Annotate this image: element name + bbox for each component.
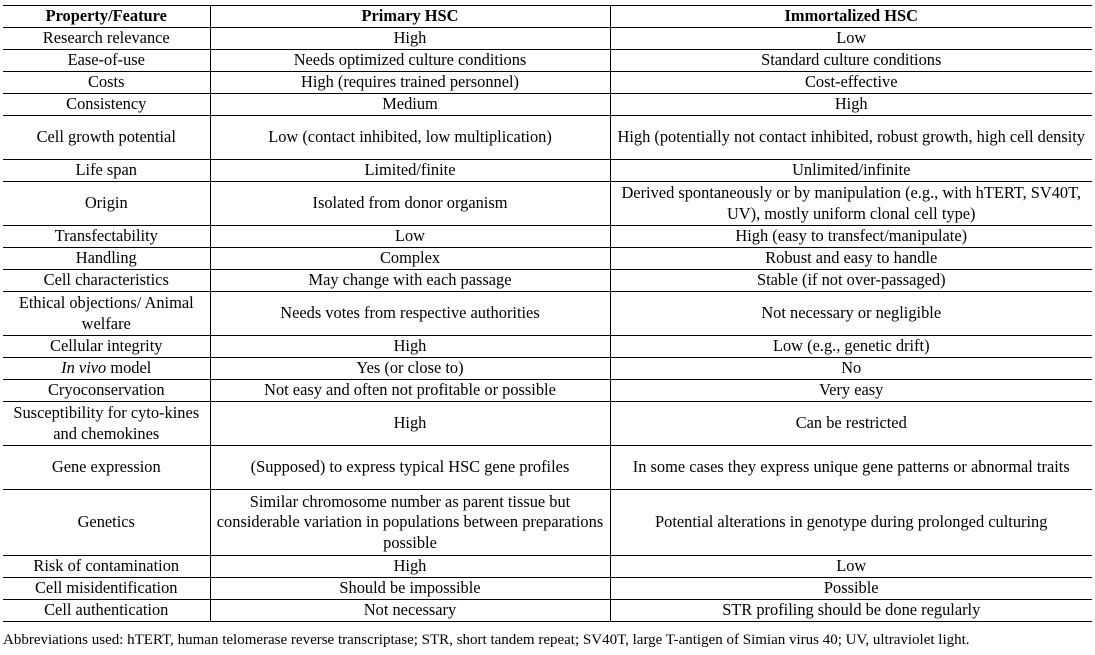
immortalized-hsc-cell: Very easy [610,380,1092,402]
immortalized-hsc-cell: Standard culture conditions [610,50,1092,72]
primary-hsc-cell: Should be impossible [210,578,610,600]
primary-hsc-cell: Not easy and often not profitable or possible [210,380,610,402]
property-cell: Origin [3,182,210,226]
property-cell: Handling [3,248,210,270]
property-cell: Cell misidentification [3,578,210,600]
table-row [3,446,1092,490]
immortalized-hsc-cell: No [610,358,1092,380]
cell-text: model [106,358,152,378]
italic-term: In vivo [61,358,107,378]
property-cell: Cell growth potential [3,116,210,160]
table-body [3,28,1092,622]
table-row [3,226,1092,248]
table-row [3,556,1092,578]
primary-hsc-cell: Needs optimized culture conditions [210,50,610,72]
immortalized-hsc-cell: Robust and easy to handle [610,248,1092,270]
immortalized-hsc-cell: High [610,94,1092,116]
table-row [3,270,1092,292]
property-cell: Risk of contamination [3,556,210,578]
property-cell: Transfectability [3,226,210,248]
property-cell: Consistency [3,94,210,116]
property-cell: Cellular integrity [3,336,210,358]
immortalized-hsc-cell: Low [610,556,1092,578]
property-cell: Costs [3,72,210,94]
table-header [3,6,1092,28]
table-row [3,182,1092,226]
primary-hsc-cell: Medium [210,94,610,116]
property-cell: Life span [3,160,210,182]
immortalized-hsc-cell: Not necessary or negligible [610,292,1092,336]
abbreviations-footnote: Abbreviations used: hTERT, human telomerase reverse transcriptase; STR, short tandem repeat; SV40T, large T-antigen of Simian virus 40; UV, ultraviolet light. [3,632,970,648]
table-row [3,248,1092,270]
primary-hsc-cell: May change with each passage [210,270,610,292]
immortalized-hsc-cell: Potential alterations in genotype during prolonged culturing [610,490,1092,556]
primary-hsc-cell: High [210,402,610,446]
primary-hsc-cell: High [210,28,610,50]
immortalized-hsc-cell: High (easy to transfect/manipulate) [610,226,1092,248]
property-cell: Cryoconservation [3,380,210,402]
immortalized-hsc-cell: Low [610,28,1092,50]
table-row [3,358,1092,380]
primary-hsc-cell: High [210,336,610,358]
immortalized-hsc-cell: Unlimited/infinite [610,160,1092,182]
primary-hsc-cell: High (requires trained personnel) [210,72,610,94]
table-row [3,402,1092,446]
header-row [3,6,1092,28]
property-cell: Gene expression [3,446,210,490]
header-immortalized-hsc: Immortalized HSC [610,6,1092,28]
table-row [3,116,1092,160]
primary-hsc-cell: Similar chromosome number as parent tissue but considerable variation in populations between preparations possible [210,490,610,556]
primary-hsc-cell: Yes (or close to) [210,358,610,380]
immortalized-hsc-cell: Low (e.g., genetic drift) [610,336,1092,358]
property-cell: Susceptibility for cyto-kines and chemokines [3,402,210,446]
primary-hsc-cell: Low [210,226,610,248]
primary-hsc-cell: Limited/finite [210,160,610,182]
immortalized-hsc-cell: Stable (if not over-passaged) [610,270,1092,292]
primary-hsc-cell: (Supposed) to express typical HSC gene profiles [210,446,610,490]
comparison-table [3,5,1092,622]
immortalized-hsc-cell: High (potentially not contact inhibited, robust growth, high cell density [610,116,1092,160]
property-cell: Cell characteristics [3,270,210,292]
primary-hsc-cell: Low (contact inhibited, low multiplication) [210,116,610,160]
table-row [3,72,1092,94]
primary-hsc-cell: Needs votes from respective authorities [210,292,610,336]
table-row [3,50,1092,72]
property-cell: Cell authentication [3,600,210,622]
immortalized-hsc-cell: Possible [610,578,1092,600]
header-primary-hsc: Primary HSC [210,6,610,28]
property-cell: Ease-of-use [3,50,210,72]
table-row [3,578,1092,600]
table-row [3,380,1092,402]
property-cell: Research relevance [3,28,210,50]
immortalized-hsc-cell: In some cases they express unique gene patterns or abnormal traits [610,446,1092,490]
immortalized-hsc-cell: STR profiling should be done regularly [610,600,1092,622]
primary-hsc-cell: Isolated from donor organism [210,182,610,226]
header-property: Property/Feature [3,6,210,28]
table-row [3,28,1092,50]
immortalized-hsc-cell: Can be restricted [610,402,1092,446]
primary-hsc-cell: High [210,556,610,578]
property-cell: Ethical objections/ Animal welfare [3,292,210,336]
table-row [3,490,1092,556]
immortalized-hsc-cell: Derived spontaneously or by manipulation (e.g., with hTERT, SV40T, UV), mostly uniform clonal cell type) [610,182,1092,226]
table-row [3,336,1092,358]
table-row [3,600,1092,622]
table-row [3,292,1092,336]
property-cell [3,358,210,380]
immortalized-hsc-cell: Cost-effective [610,72,1092,94]
primary-hsc-cell: Not necessary [210,600,610,622]
table-row [3,160,1092,182]
property-cell: Genetics [3,490,210,556]
table-row [3,94,1092,116]
primary-hsc-cell: Complex [210,248,610,270]
